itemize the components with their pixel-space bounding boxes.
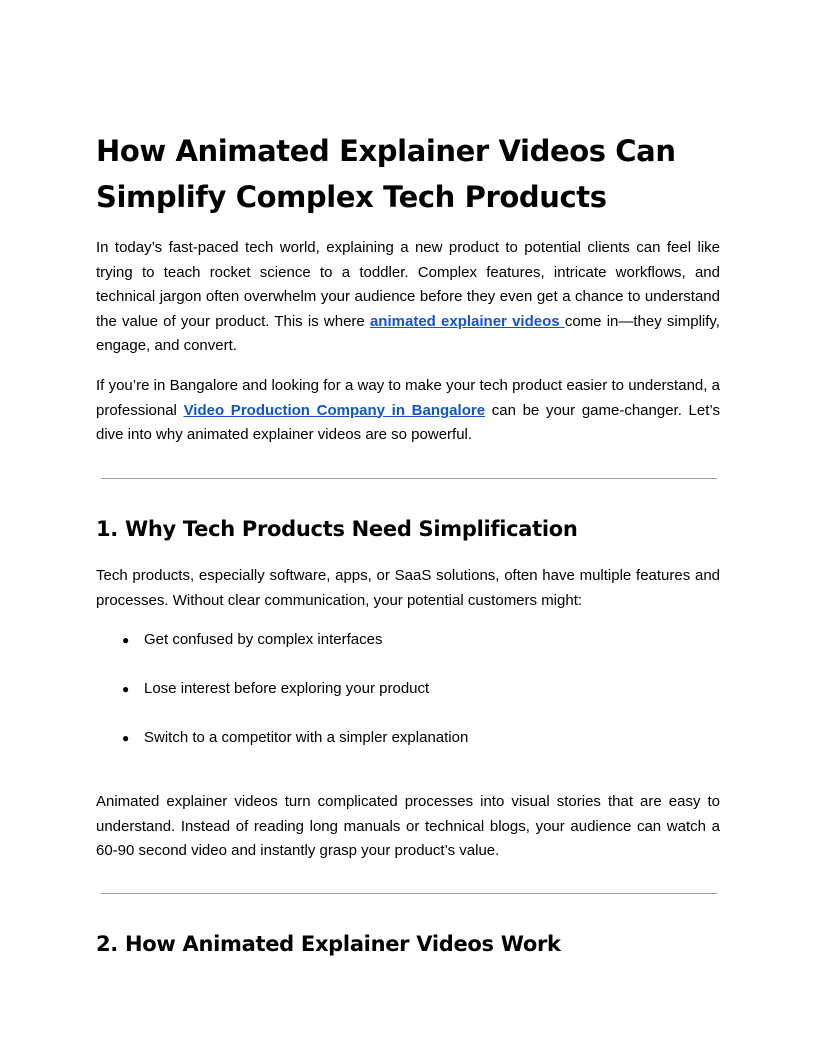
- intro-p2-text-before: If you’re in Bangalore and looking for a way to make your tech product easier to understand, a professional: [96, 377, 720, 419]
- section-1-bullet-list: [96, 628, 720, 775]
- intro-p1-text-after: come in—they simplify, engage, and convert.: [96, 312, 720, 354]
- section-1-heading: 1. Why Tech Products Need Simplification: [96, 517, 578, 541]
- section-divider-2: [101, 893, 717, 894]
- section-1-lead-paragraph: Tech products, especially software, apps, or SaaS solutions, often have multiple features and processes. Without clear communication, your potential customers might:: [96, 567, 720, 609]
- list-item-text: Lose interest before exploring your product: [144, 680, 430, 697]
- list-item-text: Get confused by complex interfaces: [144, 631, 383, 648]
- page-title: How Animated Explainer Videos Can Simplify Complex Tech Products: [96, 134, 676, 214]
- section-1-closing-paragraph: Animated explainer videos turn complicated processes into visual stories that are easy to understand. Instead of reading long manuals or technical blogs, your audience can watch a 60-90 second video and instantly grasp your product’s value.: [96, 793, 720, 859]
- section-divider-1: [101, 478, 717, 479]
- list-item: [96, 677, 720, 726]
- intro-p2-text-after: can be your game-changer. Let’s dive into why animated explainer videos are so powerful.: [96, 401, 720, 443]
- animated-explainer-videos-link[interactable]: animated explainer videos: [369, 312, 565, 330]
- intro-p1-text-before: In today’s fast-paced tech world, explaining a new product to potential clients can feel like trying to teach rocket science to a toddler. Complex features, intricate workflows, and technical jargon often overwhelm your audience before they even get a chance to understand the value of your product. This is where: [96, 239, 720, 330]
- list-item: [96, 726, 720, 775]
- section-2-heading: 2. How Animated Explainer Videos Work: [96, 932, 561, 956]
- bullet-icon: ●: [122, 682, 130, 696]
- bullet-icon: ●: [122, 633, 130, 647]
- intro-paragraph-1: [96, 236, 720, 359]
- intro-paragraph-2: [96, 374, 720, 448]
- video-production-company-link[interactable]: Video Production Company in Bangalore: [183, 401, 486, 419]
- list-item: [96, 628, 720, 677]
- list-item-text: Switch to a competitor with a simpler explanation: [144, 729, 469, 746]
- bullet-icon: ●: [122, 731, 130, 745]
